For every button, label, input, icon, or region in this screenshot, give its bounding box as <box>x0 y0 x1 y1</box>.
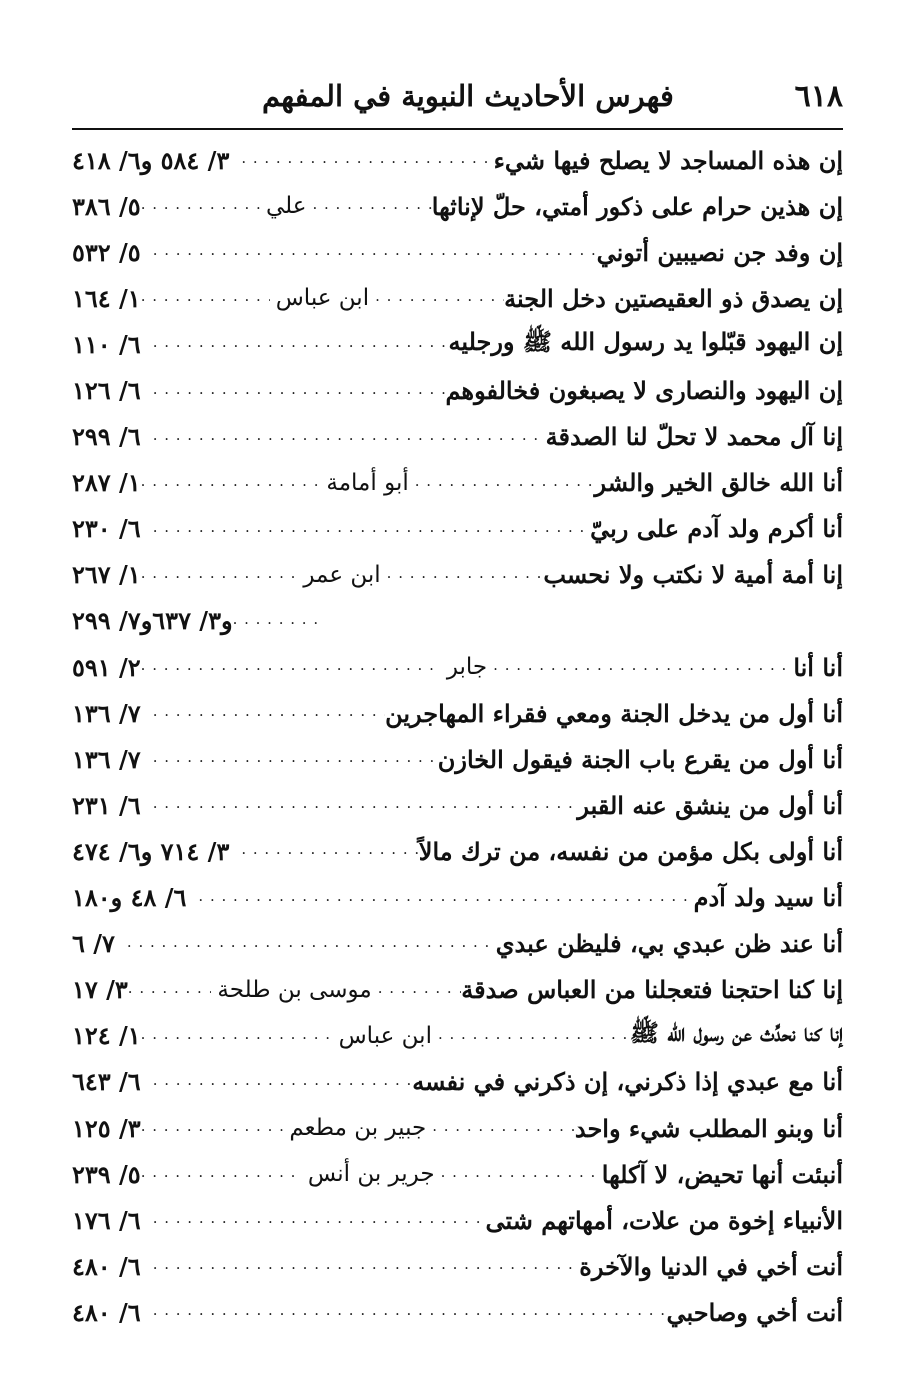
narrator: جابر <box>446 654 488 681</box>
dot-leader <box>153 702 385 724</box>
page-header <box>72 70 843 122</box>
list-item <box>72 460 843 506</box>
page-title: فهرس الأحاديث النبوية في المفهم <box>262 79 674 113</box>
dot-leader <box>141 564 298 586</box>
dot-leader <box>241 149 493 171</box>
list-item <box>72 1105 843 1151</box>
hadith-text: إنا أمة أمية لا نكتب ولا نحسب <box>543 560 843 590</box>
list-item <box>72 506 843 552</box>
list-item <box>72 552 843 598</box>
location-ref: ٢/ ٥٩١ <box>71 652 141 682</box>
location-ref: ٦/ ١١٠ <box>72 329 141 359</box>
hadith-text: أنت أخي في الدنيا والآخرة <box>579 1251 843 1281</box>
list-item <box>72 782 843 828</box>
hadith-text: إن وفد جن نصيبين أتوني <box>596 237 843 267</box>
hadith-text: إن اليهود والنصارى لا يصبغون فخالفوهم <box>445 376 843 406</box>
narrator: ابن عمر <box>303 561 381 588</box>
hadith-text: أنا مع عبدي إذا ذكرني، إن ذكرني في نفسه <box>412 1067 843 1097</box>
location-ref: ٧/ ٦ <box>72 929 115 959</box>
location-ref: ٦/ ٤٨٠ <box>72 1297 141 1327</box>
list-item <box>72 828 843 874</box>
dot-leader <box>141 195 260 217</box>
dot-leader <box>141 1117 284 1139</box>
page-number: ٦١٨ <box>794 78 843 114</box>
hadith-text: أنا سيد ولد آدم <box>693 883 843 913</box>
hadith-text: أنت أخي وصاحبي <box>666 1297 843 1327</box>
dot-leader <box>141 287 270 309</box>
dot-leader <box>153 426 546 448</box>
location-ref: ٦/ ٤٨ و١٨٠ <box>72 883 187 913</box>
location-ref: ٦/ ٦٤٣ <box>72 1067 141 1097</box>
location-ref: ٦/ ١٧٦ <box>72 1205 141 1235</box>
location-ref: ٧/ ١٣٦ <box>72 698 141 728</box>
hadith-text: إن هذه المساجد لا يصلح فيها شيء <box>493 145 843 175</box>
list-item <box>72 875 843 921</box>
list-item <box>72 137 843 183</box>
location-ref: ١/ ٢٨٧ <box>71 468 141 498</box>
dot-leader <box>153 1071 413 1093</box>
hadith-text: أنا وبنو المطلب شيء واحد <box>574 1113 843 1143</box>
list-item <box>72 414 843 460</box>
location-ref: ٦/ ٢٣١ <box>72 790 141 820</box>
narrator: موسى بن طلحة <box>217 976 372 1003</box>
list-item <box>72 644 843 690</box>
list-item <box>72 1289 843 1335</box>
list-item <box>72 1151 843 1197</box>
hadith-text: الأنبياء إخوة من علات، أمهاتهم شتى <box>485 1205 843 1235</box>
hadith-text: إن يصدق ذو العقيصتين دخل الجنة <box>504 283 843 313</box>
list-item <box>72 229 843 275</box>
dot-leader <box>128 979 212 1001</box>
header-rule <box>72 128 843 130</box>
location-ref: ١/ ٢٦٧ <box>72 560 141 590</box>
dot-leader <box>312 195 431 217</box>
narrator: جبير بن مطعم <box>289 1115 427 1142</box>
dot-leader <box>375 287 504 309</box>
list-item <box>72 1013 843 1059</box>
list-item <box>72 321 843 367</box>
dot-leader <box>438 1025 630 1047</box>
hadith-text: أنا أول من يقرع باب الجنة فيقول الخازن <box>437 744 843 774</box>
location-ref: ٥/ ٣٨٦ <box>72 191 141 221</box>
narrator: أبو أمامة <box>326 469 409 496</box>
list-item <box>72 967 843 1013</box>
location-ref: ٣/ ٧١٤ و٦/ ٤٧٤ <box>72 836 230 866</box>
dot-leader <box>153 794 578 816</box>
narrator: ابن عباس <box>275 285 370 312</box>
location-ref: ٦/ ٤٨٠ <box>72 1251 141 1281</box>
location-ref: ٥/ ٥٣٢ <box>72 237 141 267</box>
list-item <box>72 183 843 229</box>
location-ref: و٣/ ٦٣٧و٧/ ٢٩٩ <box>72 606 233 636</box>
list-item <box>72 275 843 321</box>
dot-leader <box>153 748 438 770</box>
list-item <box>72 1243 843 1289</box>
location-ref: ١/ ١٦٤ <box>72 283 141 313</box>
dot-leader <box>415 472 595 494</box>
dot-leader <box>241 840 418 862</box>
dot-leader <box>493 656 793 678</box>
dot-leader <box>198 887 693 909</box>
list-item <box>72 690 843 736</box>
dot-leader <box>153 518 590 540</box>
dot-leader <box>141 656 441 678</box>
hadith-text: إنا كنا احتجنا فتعجلنا من العباس صدقة <box>461 975 843 1005</box>
location-ref: ٣/ ١٧ <box>72 975 128 1005</box>
hadith-text: إنا آل محمد لا تحلّ لنا الصدقة <box>545 422 843 452</box>
dot-leader <box>153 1301 667 1323</box>
hadith-text: أنا أول من يدخل الجنة ومعي فقراء المهاجرين <box>385 698 843 728</box>
narrator: جرير بن أنس <box>307 1161 435 1188</box>
location-ref: ٦/ ٢٩٩ <box>72 422 141 452</box>
list-item <box>72 736 843 782</box>
dot-leader <box>441 1163 602 1185</box>
hadith-index-list <box>72 137 843 1335</box>
location-ref: ٣/ ٥٨٤ و٦/ ٤١٨ <box>72 145 230 175</box>
hadith-text: إن اليهود قبّلوا يد رسول الله ﷺ ورجليه <box>448 326 843 356</box>
dot-leader <box>432 1117 575 1139</box>
hadith-text: أنا أولى بكل مؤمن من نفسه، من ترك مالاً <box>418 836 843 866</box>
dot-leader <box>141 1025 333 1047</box>
location-ref: ٣/ ١٢٥ <box>72 1113 141 1143</box>
hadith-text: أنا أول من ينشق عنه القبر <box>577 790 843 820</box>
list-item <box>72 921 843 967</box>
dot-leader <box>153 380 446 402</box>
hadith-text: أنبئت أنها تحيض، لا آكلها <box>601 1159 843 1189</box>
dot-leader <box>233 610 323 632</box>
list-item <box>72 367 843 413</box>
hadith-text: إنا كنا نحدِّث عن رسول الله ﷺ <box>629 1018 843 1048</box>
narrator: ابن عباس <box>338 1022 432 1049</box>
dot-leader <box>153 241 597 263</box>
hadith-text: أنا الله خالق الخير والشر <box>594 468 843 498</box>
location-ref: ٥/ ٢٣٩ <box>72 1159 141 1189</box>
dot-leader <box>153 1255 580 1277</box>
dot-leader <box>153 1209 486 1231</box>
dot-leader <box>127 933 496 955</box>
list-item <box>72 1059 843 1105</box>
list-item-continuation <box>72 598 843 644</box>
dot-leader <box>378 979 462 1001</box>
hadith-text: أنا أكرم ولد آدم على ربيّ <box>590 514 843 544</box>
dot-leader <box>387 564 544 586</box>
dot-leader <box>153 333 449 355</box>
hadith-text: إن هذين حرام على ذكور أمتي، حلّ لإناثها <box>431 191 843 221</box>
location-ref: ٦/ ٢٣٠ <box>72 514 141 544</box>
narrator: علي <box>265 193 307 220</box>
location-ref: ٦/ ١٢٦ <box>72 376 141 406</box>
hadith-text: أنا أنا <box>793 652 843 682</box>
location-ref: ١/ ١٢٤ <box>71 1021 141 1051</box>
location-ref: ٧/ ١٣٦ <box>72 744 141 774</box>
list-item <box>72 1197 843 1243</box>
dot-leader <box>141 1163 302 1185</box>
dot-leader <box>141 472 321 494</box>
hadith-text: أنا عند ظن عبدي بي، فليظن عبدي <box>495 929 843 959</box>
